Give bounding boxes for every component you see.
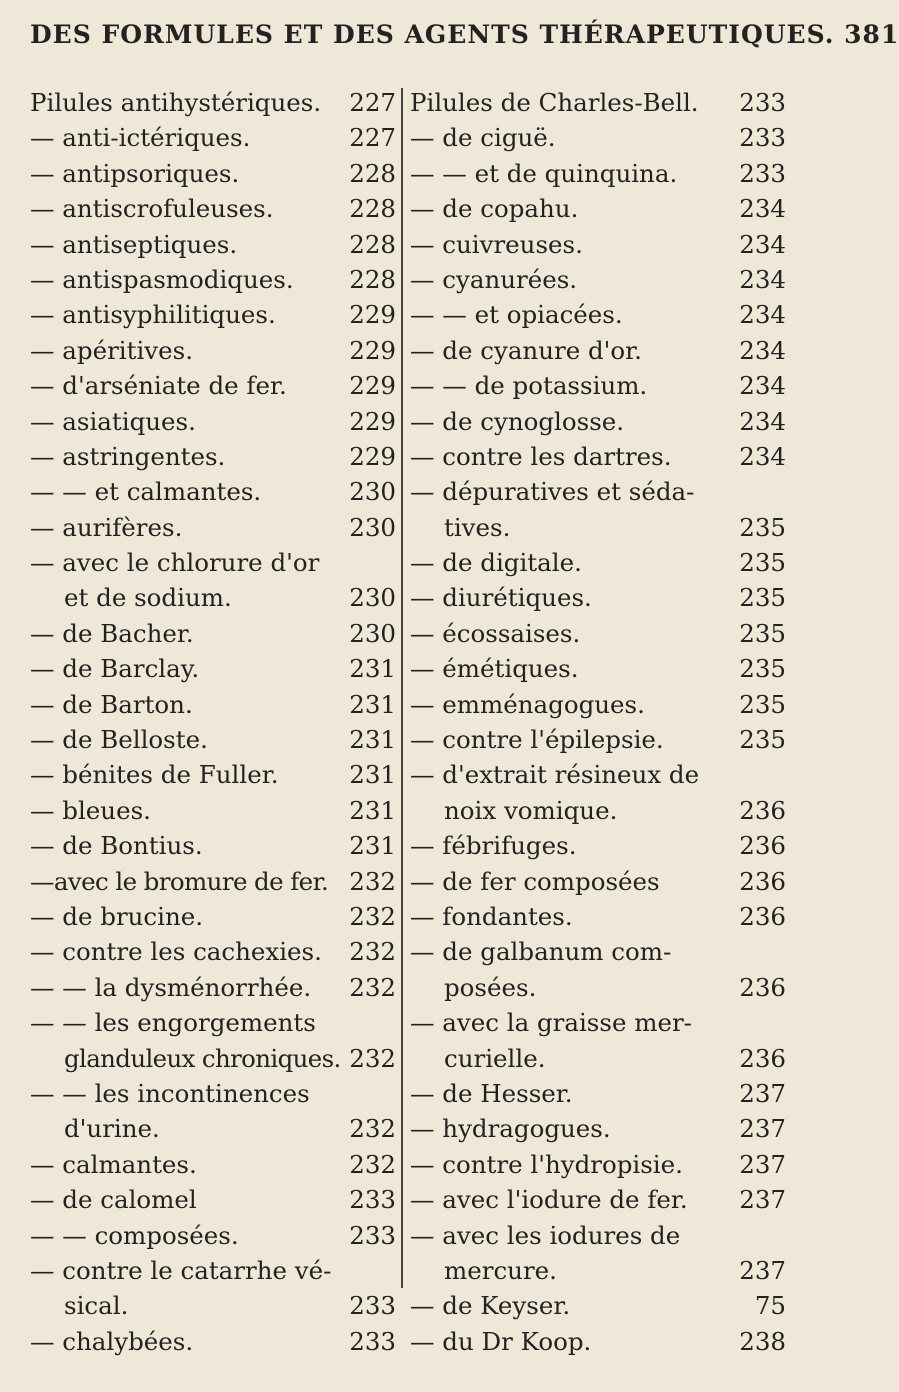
- entry-text: — avec le chlorure d'or: [30, 548, 320, 578]
- index-entry: [410, 1076, 786, 1111]
- entry-page-number: 234: [739, 194, 786, 224]
- index-entry: [410, 651, 786, 686]
- entry-text: et de sodium.: [64, 583, 232, 613]
- entry-text: — bénites de Fuller.: [30, 760, 279, 790]
- entry-page-number: 231: [349, 725, 396, 755]
- index-entry: [30, 85, 396, 120]
- entry-page-number: 233: [349, 1185, 396, 1215]
- entry-page-number: 235: [739, 583, 786, 613]
- entry-text: — calmantes.: [30, 1149, 197, 1179]
- entry-page-number: 227: [349, 88, 396, 117]
- index-entry: [410, 580, 786, 615]
- entry-text: — avec les iodures de: [410, 1220, 681, 1250]
- index-entry: [410, 1182, 786, 1217]
- entry-text: — de ciguë.: [410, 123, 556, 153]
- index-entry: [30, 616, 396, 651]
- entry-text: — antispasmodiques.: [30, 264, 294, 294]
- entry-text: — apéritives.: [30, 335, 194, 365]
- entry-text: — de copahu.: [410, 194, 579, 224]
- index-entry: [410, 1005, 786, 1040]
- entry-text: — de Hesser.: [410, 1078, 573, 1108]
- index-entry: [410, 510, 786, 545]
- entry-page-number: 233: [349, 1326, 396, 1356]
- entry-text: — de Barclay.: [30, 654, 200, 684]
- entry-text: — asiatiques.: [30, 406, 196, 436]
- index-entry: [30, 651, 396, 686]
- index-entry: [30, 1182, 396, 1217]
- entry-text: — — et calmantes.: [30, 477, 262, 507]
- page-header: DES FORMULES ET DES AGENTS THÉRAPEUTIQUES. 381: [30, 20, 899, 49]
- index-entry: [30, 934, 396, 969]
- entry-page-number: 234: [739, 406, 786, 436]
- index-entry: [410, 1324, 786, 1359]
- entry-page-number: 235: [739, 689, 786, 719]
- index-entry: [410, 616, 786, 651]
- entry-text: — de fer composées: [410, 866, 660, 896]
- entry-text: — diurétiques.: [410, 583, 592, 613]
- index-entry: [410, 85, 786, 120]
- entry-page-number: 229: [349, 371, 396, 401]
- index-entry: [410, 474, 786, 509]
- entry-text: — antiseptiques.: [30, 229, 238, 259]
- entry-text: — écossaises.: [410, 618, 581, 648]
- entry-text: — émétiques.: [410, 654, 579, 684]
- entry-page-number: 232: [349, 1114, 396, 1144]
- index-entry: [30, 722, 396, 757]
- entry-text: — contre les dartres.: [410, 441, 672, 471]
- entry-text: — dépuratives et séda-: [410, 477, 695, 507]
- entry-page-number: 232: [349, 866, 396, 896]
- entry-text: tives.: [444, 512, 511, 542]
- index-entry: [30, 793, 396, 828]
- index-entry: [30, 227, 396, 262]
- entry-page-number: 231: [349, 760, 396, 790]
- index-entry: [410, 368, 786, 403]
- entry-page-number: 232: [349, 937, 396, 967]
- entry-page-number: 236: [739, 866, 786, 896]
- entry-text: — — les engorgements: [30, 1008, 316, 1038]
- entry-page-number: 235: [739, 512, 786, 542]
- entry-page-number: 235: [739, 725, 786, 755]
- entry-page-number: 236: [739, 972, 786, 1002]
- entry-page-number: 237: [739, 1149, 786, 1179]
- index-entry: [30, 1041, 396, 1076]
- entry-text: — de brucine.: [30, 901, 204, 931]
- entry-text: — cuivreuses.: [410, 229, 583, 259]
- index-entry: [410, 934, 786, 969]
- entry-text: d'urine.: [64, 1114, 160, 1144]
- entry-text: — anti-ictériques.: [30, 123, 251, 153]
- entry-page-number: 234: [739, 229, 786, 259]
- index-entry: [30, 404, 396, 439]
- entry-text: — contre l'épilepsie.: [410, 725, 664, 755]
- entry-text: — avec l'iodure de fer.: [410, 1185, 688, 1215]
- entry-page-number: 233: [349, 1220, 396, 1250]
- entry-page-number: 231: [349, 689, 396, 719]
- entry-text: — de Keyser.: [410, 1291, 571, 1321]
- entry-text: — emménagogues.: [410, 689, 645, 719]
- entry-text: — fondantes.: [410, 901, 573, 931]
- entry-text: — — les incontinences: [30, 1078, 310, 1108]
- index-entry: [410, 333, 786, 368]
- index-entry: [410, 757, 786, 792]
- index-entry: [30, 970, 396, 1005]
- index-entry: [30, 757, 396, 792]
- entry-text: — bleues.: [30, 795, 151, 825]
- entry-text: — astringentes.: [30, 441, 226, 471]
- index-column-right: [410, 85, 786, 1359]
- index-entry: [410, 191, 786, 226]
- index-entry: [410, 970, 786, 1005]
- entry-page-number: 236: [739, 901, 786, 931]
- entry-page-number: 231: [349, 654, 396, 684]
- entry-text: — antipsoriques.: [30, 158, 240, 188]
- entry-text: — aurifères.: [30, 512, 183, 542]
- entry-page-number: 237: [739, 1255, 786, 1285]
- entry-page-number: 234: [739, 371, 786, 401]
- entry-page-number: 235: [739, 654, 786, 684]
- entry-text: — de cynoglosse.: [410, 406, 625, 436]
- entry-page-number: 237: [739, 1114, 786, 1144]
- index-entry: [410, 899, 786, 934]
- index-entry: [410, 1041, 786, 1076]
- index-entry: [30, 1076, 396, 1111]
- index-entry: [30, 368, 396, 403]
- entry-text: — de Bontius.: [30, 831, 203, 861]
- index-entry: [410, 262, 786, 297]
- index-column-left: [30, 85, 396, 1359]
- entry-page-number: 230: [349, 583, 396, 613]
- entry-text: — de cyanure d'or.: [410, 335, 642, 365]
- entry-page-number: 228: [349, 194, 396, 224]
- index-entry: [410, 1218, 786, 1253]
- index-entry: [30, 864, 396, 899]
- entry-text: posées.: [444, 972, 537, 1002]
- entry-page-number: 230: [349, 618, 396, 648]
- entry-page-number: 234: [739, 264, 786, 294]
- index-entry: [30, 333, 396, 368]
- index-entry: [30, 545, 396, 580]
- index-entry: [410, 120, 786, 155]
- entry-page-number: 232: [349, 1149, 396, 1179]
- entry-text: — — et de quinquina.: [410, 158, 678, 188]
- entry-page-number: 237: [739, 1078, 786, 1108]
- entry-text: — contre l'hydropisie.: [410, 1149, 683, 1179]
- index-entry: [30, 828, 396, 863]
- entry-text: mercure.: [444, 1255, 557, 1285]
- index-entry: [30, 191, 396, 226]
- entry-page-number: 236: [739, 795, 786, 825]
- index-entry: [410, 1111, 786, 1146]
- entry-text: — du Dr Koop.: [410, 1326, 592, 1356]
- entry-page-number: 236: [739, 831, 786, 861]
- index-entry: [30, 1005, 396, 1040]
- index-entry: [410, 545, 786, 580]
- entry-page-number: 236: [739, 1043, 786, 1073]
- entry-page-number: 235: [739, 548, 786, 578]
- entry-page-number: 234: [739, 441, 786, 471]
- entry-page-number: 228: [349, 264, 396, 294]
- index-entry: [30, 156, 396, 191]
- entry-text: — contre le catarrhe vé-: [30, 1255, 332, 1285]
- index-entry: [30, 510, 396, 545]
- entry-text: — de calomel: [30, 1185, 197, 1215]
- index-entry: [30, 1147, 396, 1182]
- entry-page-number: 229: [349, 441, 396, 471]
- entry-text: — — la dysménorrhée.: [30, 972, 312, 1002]
- index-entry: [410, 1288, 786, 1323]
- entry-page-number: 227: [349, 123, 396, 153]
- index-entry: [30, 1111, 396, 1146]
- entry-page-number: 232: [349, 972, 396, 1002]
- index-entry: [30, 474, 396, 509]
- entry-text: — — de potassium.: [410, 371, 648, 401]
- column-divider: [401, 88, 403, 1288]
- entry-page-number: 232: [349, 901, 396, 931]
- index-entry: [410, 1253, 786, 1288]
- index-entry: [410, 404, 786, 439]
- entry-text: — avec la graisse mer-: [410, 1008, 692, 1038]
- entry-page-number: 230: [349, 477, 396, 507]
- index-entry: [30, 899, 396, 934]
- entry-page-number: 233: [739, 158, 786, 188]
- entry-text: — de galbanum com-: [410, 937, 672, 967]
- index-entry: [410, 793, 786, 828]
- entry-page-number: 233: [739, 88, 786, 117]
- index-entry: [410, 439, 786, 474]
- index-entry: [410, 828, 786, 863]
- entry-page-number: 235: [739, 618, 786, 648]
- index-entry: [30, 120, 396, 155]
- entry-text: — de Belloste.: [30, 725, 208, 755]
- index-entry: [30, 687, 396, 722]
- entry-page-number: 230: [349, 512, 396, 542]
- index-entry: [30, 439, 396, 474]
- index-entry: [410, 156, 786, 191]
- index-entry: [410, 297, 786, 332]
- entry-text: — cyanurées.: [410, 264, 578, 294]
- index-entry: [30, 297, 396, 332]
- entry-page-number: 229: [349, 406, 396, 436]
- entry-page-number: 229: [349, 335, 396, 365]
- index-entry: [30, 580, 396, 615]
- entry-page-number: 237: [739, 1185, 786, 1215]
- index-entry: [30, 1288, 396, 1323]
- index-entry: [410, 864, 786, 899]
- entry-text: — hydragogues.: [410, 1114, 611, 1144]
- entry-text: — contre les cachexies.: [30, 937, 322, 967]
- index-entry: [410, 227, 786, 262]
- entry-text: — d'arséniate de fer.: [30, 371, 287, 401]
- entry-text: — chalybées.: [30, 1326, 194, 1356]
- entry-page-number: 75: [754, 1291, 786, 1321]
- entry-text: noix vomique.: [444, 795, 618, 825]
- index-entry: [30, 1324, 396, 1359]
- entry-text: — — et opiacées.: [410, 300, 623, 330]
- index-entry: [30, 262, 396, 297]
- entry-text: — de digitale.: [410, 548, 582, 578]
- entry-page-number: 231: [349, 795, 396, 825]
- entry-text: — de Bacher.: [30, 618, 194, 648]
- entry-text: —avec le bromure de fer.: [30, 866, 329, 896]
- index-entry: [410, 1147, 786, 1182]
- index-entry: [410, 722, 786, 757]
- entry-text: Pilules de Charles-Bell.: [410, 88, 699, 117]
- entry-page-number: 228: [349, 229, 396, 259]
- entry-text: — antiscrofuleuses.: [30, 194, 274, 224]
- entry-text: sical.: [64, 1291, 129, 1321]
- entry-text: — antisyphilitiques.: [30, 300, 276, 330]
- entry-page-number: 232: [349, 1043, 396, 1073]
- entry-page-number: 233: [349, 1291, 396, 1321]
- entry-text: Pilules antihystériques.: [30, 88, 322, 117]
- entry-text: — de Barton.: [30, 689, 193, 719]
- entry-page-number: 238: [739, 1326, 786, 1356]
- entry-text: glanduleux chroniques.: [64, 1043, 341, 1073]
- entry-text: — d'extrait résineux de: [410, 760, 700, 790]
- entry-page-number: 229: [349, 300, 396, 330]
- index-entry: [410, 687, 786, 722]
- index-entry: [30, 1253, 396, 1288]
- entry-page-number: 234: [739, 300, 786, 330]
- entry-page-number: 233: [739, 123, 786, 153]
- entry-page-number: 228: [349, 158, 396, 188]
- entry-text: — — composées.: [30, 1220, 239, 1250]
- entry-text: curielle.: [444, 1043, 546, 1073]
- entry-page-number: 231: [349, 831, 396, 861]
- entry-page-number: 234: [739, 335, 786, 365]
- entry-text: — fébrifuges.: [410, 831, 577, 861]
- index-entry: [30, 1218, 396, 1253]
